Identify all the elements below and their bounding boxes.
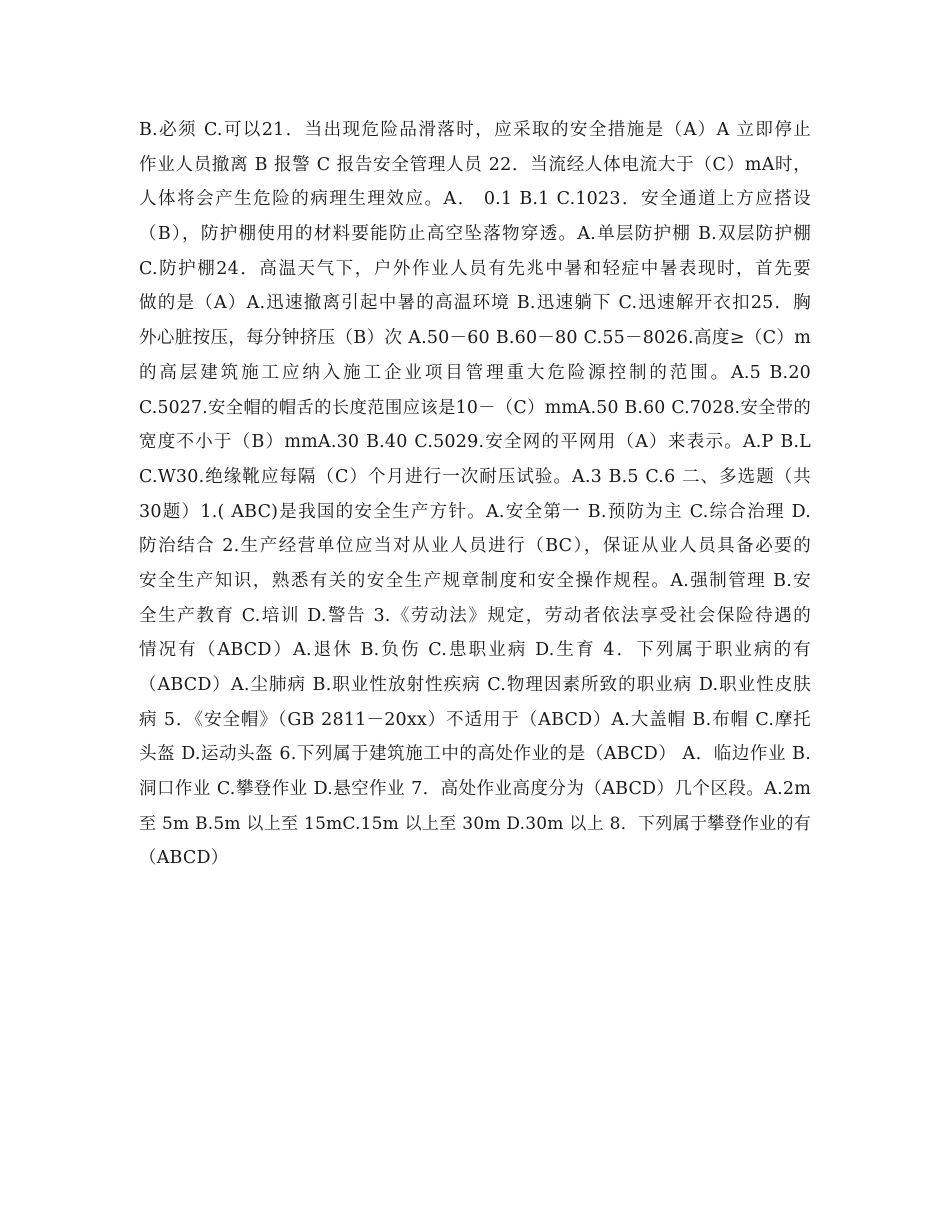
text-line: 30题）1.( ABC)是我国的安全生产方针。A.安全第一 B.预防为主 C.综合治理 D. <box>139 501 811 522</box>
text-line: （ABCD） <box>139 848 229 869</box>
text-line: 情况有（ABCD）A.退休 B.负伤 C.患职业病 D.生育 4．下列属于职业病的有 <box>139 640 811 661</box>
text-line: C.5027.安全帽的帽舌的长度范围应该是10－（C）mmA.50 B.60 C.7028.安全带的 <box>139 397 811 418</box>
text-line: 头盔 D.运动头盔 6.下列属于建筑施工中的高处作业的是（ABCD） A．临边作业 B. <box>139 744 811 765</box>
text-line: C.W30.绝缘靴应每隔（C）个月进行一次耐压试验。A.3 B.5 C.6 二、多选题（共 <box>139 466 811 487</box>
text-line: C.防护棚24．高温天气下，户外作业人员有先兆中暑和轻症中暑表现时，首先要 <box>139 258 811 279</box>
text-line: 洞口作业 C.攀登作业 D.悬空作业 7．高处作业高度分为（ABCD）几个区段。A.2m <box>139 779 811 800</box>
text-line: （ABCD）A.尘肺病 B.职业性放射性疾病 C.物理因素所致的职业病 D.职业性皮肤 <box>139 675 811 695</box>
text-line: 宽度不小于（B）mmA.30 B.40 C.5029.安全网的平网用（A）来表示。A.P B.L <box>139 432 811 453</box>
text-line: 人体将会产生危险的病理生理效应。A． 0.1 B.1 C.1023．安全通道上方应搭设 <box>139 189 811 210</box>
text-line: 全生产教育 C.培训 D.警告 3.《劳动法》规定，劳动者依法享受社会保险待遇的 <box>139 605 811 626</box>
text-line: 做的是（A）A.迅速撤离引起中暑的高温环境 B.迅速躺下 C.迅速解开衣扣25．胸 <box>139 293 811 314</box>
text-line: 外心脏按压，每分钟挤压（B）次 A.50－60 B.60－80 C.55－8026.高度≥（C）m <box>139 328 811 349</box>
text-line: 的高层建筑施工应纳入施工企业项目管理重大危险源控制的范围。A.5 B.20 <box>139 362 811 383</box>
text-line: B.必须 C.可以21．当出现危险品滑落时，应采取的安全措施是（A）A 立即停止 <box>139 120 811 140</box>
document-body <box>139 113 811 876</box>
text-line: （B），防护棚使用的材料要能防止高空坠落物穿透。A.单层防护棚 B.双层防护棚 <box>139 224 811 245</box>
text-line: 病 5．《安全帽》（GB 2811－20xx）不适用于（ABCD）A.大盖帽 B.布帽 C.摩托 <box>139 709 811 730</box>
text-line: 防治结合 2.生产经营单位应当对从业人员进行（BC），保证从业人员具备必要的 <box>139 536 811 557</box>
text-line: 至 5m B.5m 以上至 15mC.15m 以上至 30m D.30m 以上 8．下列属于攀登作业的有 <box>139 813 811 834</box>
text-line: 作业人员撤离 B 报警 C 报告安全管理人员 22．当流经人体电流大于（C）mA时， <box>139 154 811 175</box>
text-line: 安全生产知识，熟悉有关的安全生产规章制度和安全操作规程。A.强制管理 B.安 <box>139 570 811 591</box>
